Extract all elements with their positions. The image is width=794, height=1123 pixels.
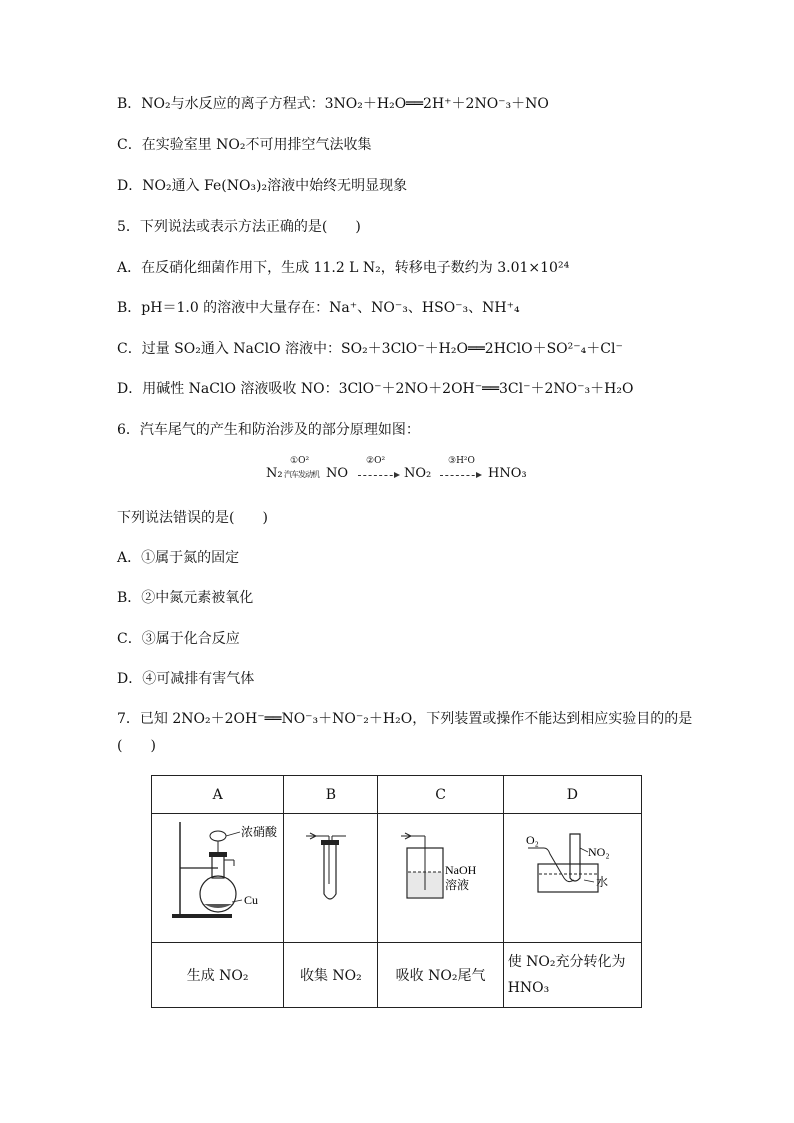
scheme-arrow-2 (358, 475, 398, 476)
scheme-label-1: ①O² (290, 456, 310, 466)
flask-stand-diagram (152, 814, 283, 938)
q6-option-a: A．①属于氮的固定 (117, 550, 240, 566)
q6-option-c: C．③属于化合反应 (117, 631, 240, 647)
apparatus-d-cell (503, 814, 641, 943)
reaction-scheme (266, 458, 566, 490)
label-solution: 溶液 (444, 878, 469, 892)
label-naoh: NaOH (444, 863, 476, 877)
label-no2: NO₂ (587, 845, 610, 859)
q5-option-b: B．pH＝1.0 的溶液中大量存在：Na⁺、NO⁻₃、HSO⁻₃、NH⁺₄ (117, 300, 520, 316)
scheme-hno3: HNO₃ (488, 466, 527, 481)
table-header-c: C (378, 776, 503, 814)
q6-sub-stem: 下列说法错误的是( ) (117, 510, 268, 526)
scheme-no2: NO₂ (404, 466, 432, 481)
q7-paren: ( ) (117, 738, 156, 754)
apparatus-c-cell (378, 814, 503, 943)
q7-stem: 7．已知 2NO₂＋2OH⁻══NO⁻₃＋NO⁻₂＋H₂O，下列装置或操作不能达到相应实验目的的是 (117, 711, 693, 727)
caption-c: 吸收 NO₂尾气 (378, 943, 503, 1008)
label-conc-nitric-acid: 浓硝酸 (241, 825, 278, 839)
q4-option-d: D．NO₂通入 Fe(NO₃)₂溶液中始终无明显现象 (117, 178, 408, 194)
apparatus-b-cell (284, 814, 378, 943)
scheme-label-1-engine: 汽车发动机 (284, 470, 319, 479)
gas-collection-tube-diagram (284, 814, 377, 938)
q5-option-d: D．用碱性 NaClO 溶液吸收 NO：3ClO⁻＋2NO＋2OH⁻══3Cl⁻＋2NO⁻₃＋H₂O (117, 381, 634, 397)
q5-option-c: C．过量 SO₂通入 NaClO 溶液中：SO₂＋3ClO⁻＋H₂O══2HClO＋SO²⁻₄＋Cl⁻ (117, 341, 623, 357)
scheme-label-2: ②O² (366, 456, 386, 466)
apparatus-a-cell (152, 814, 284, 943)
table-header-b: B (284, 776, 378, 814)
q5-option-a: A．在反硝化细菌作用下，生成 11.2 L N₂，转移电子数约为 3.01×10²⁴ (117, 260, 570, 276)
q5-stem: 5．下列说法或表示方法正确的是( ) (117, 219, 361, 235)
table-header-d: D (503, 776, 641, 814)
label-copper: Cu (244, 893, 259, 907)
scheme-arrow-3 (440, 475, 480, 476)
caption-d: 使 NO₂充分转化为HNO₃ (503, 943, 641, 1008)
q6-option-d: D．④可减排有害气体 (117, 671, 255, 687)
scheme-n2: N₂ (266, 466, 283, 481)
naoh-absorption-diagram (379, 814, 503, 938)
table-header-a: A (152, 776, 284, 814)
label-water: 水 (595, 875, 608, 889)
caption-b: 收集 NO₂ (284, 943, 378, 1008)
q6-stem: 6．汽车尾气的产生和防治涉及的部分原理如图： (117, 422, 420, 438)
q6-option-b: B．②中氮元素被氧化 (117, 590, 254, 606)
q4-option-b: B．NO₂与水反应的离子方程式：3NO₂＋H₂O══2H⁺＋2NO⁻₃＋NO (117, 96, 549, 112)
scheme-no: NO (326, 466, 349, 481)
apparatus-table (151, 775, 642, 1008)
label-o2: O₂ (525, 833, 539, 847)
q4-option-c: C．在实验室里 NO₂不可用排空气法收集 (117, 137, 372, 153)
no2-water-trough-diagram (504, 814, 641, 938)
scheme-label-3: ③H²O (448, 456, 475, 466)
caption-a: 生成 NO₂ (152, 943, 284, 1008)
